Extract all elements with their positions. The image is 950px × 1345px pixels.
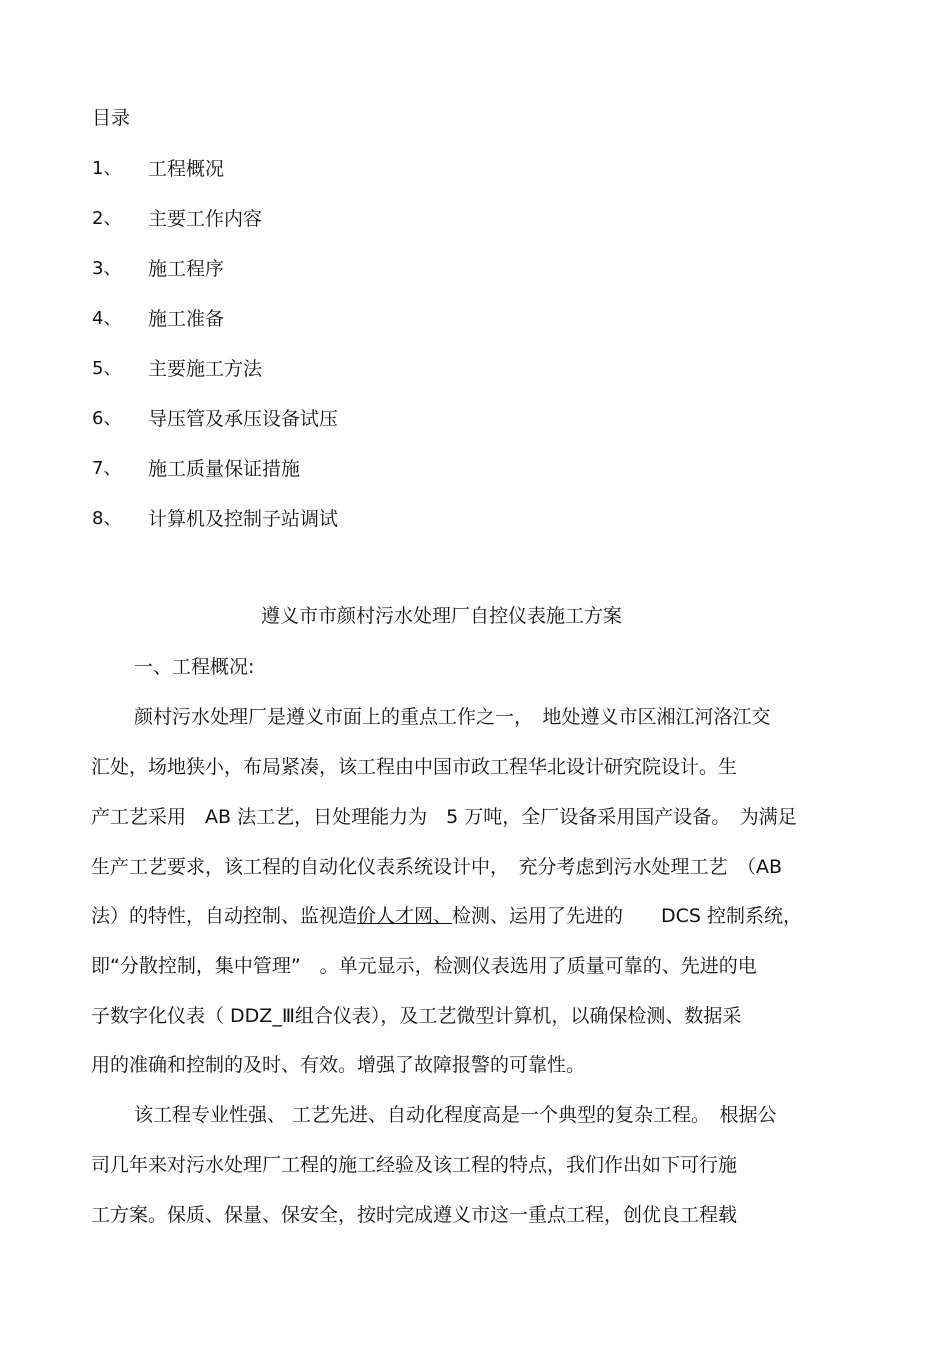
paragraph-line — [91, 904, 802, 928]
paragraph-line: 生产工艺要求，该工程的自动化仪表系统设计中， 充分考虑到污水处理工艺 （AB — [91, 856, 783, 878]
paragraph-line: 用的准确和控制的及时、有效。增强了故障报警的可靠性。 — [91, 1054, 586, 1076]
toc-item-text: 施工程序 — [148, 258, 225, 280]
paragraph-line: 汇处，场地狭小，布局紧凑，该工程由中国市政工程华北设计研究院设计。生 — [91, 756, 738, 778]
paragraph-line: 颜村污水处理厂是遵义市面上的重点工作之一， 地处遵义市区湘江河洛江交 — [134, 706, 771, 728]
toc-item-number: 1、 — [92, 158, 122, 179]
toc-item-text: 主要工作内容 — [148, 208, 263, 230]
line-text: 法）的特性，自动控制、监视造 — [91, 905, 358, 927]
toc-item-text: 主要施工方法 — [148, 358, 263, 380]
paragraph-line: 工方案。保质、保量、保安全，按时完成遵义市这一重点工程，创优良工程载 — [91, 1204, 738, 1226]
toc-heading: 目录 — [92, 107, 131, 129]
toc-item-number: 7、 — [92, 458, 122, 479]
toc-item-text: 施工准备 — [148, 308, 225, 330]
toc-item-number: 5、 — [92, 358, 122, 379]
paragraph-line: 产工艺采用 AB 法工艺，日处理能力为 5 万吨，全厂设备采用国产设备。 为满足 — [91, 806, 797, 828]
toc-item-number: 3、 — [92, 258, 122, 279]
toc-item-number: 4、 — [92, 308, 122, 329]
paragraph-line: 即“分散控制，集中管理” 。单元显示，检测仪表选用了质量可靠的、先进的电 — [91, 955, 757, 977]
toc-item-text: 导压管及承压设备试压 — [148, 408, 339, 430]
document-title: 遵义市市颜村污水处理厂自控仪表施工方案 — [261, 605, 623, 627]
toc-item-text: 工程概况 — [148, 158, 225, 180]
paragraph-line: 该工程专业性强、 工艺先进、自动化程度高是一个典型的复杂工程。 根据公 — [134, 1104, 777, 1126]
section-heading: 一、工程概况: — [134, 656, 255, 678]
toc-item-number: 6、 — [92, 408, 122, 429]
toc-item-text: 计算机及控制子站调试 — [148, 508, 339, 530]
paragraph-line: 子数字化仪表（ DDZ_Ⅲ组合仪表），及工艺微型计算机，以确保检测、数据采 — [91, 1005, 742, 1027]
toc-item-text: 施工质量保证措施 — [148, 458, 301, 480]
inline-link[interactable]: 价人才网、 — [357, 905, 453, 927]
toc-item-number: 8、 — [92, 508, 122, 529]
line-text: 检测、运用了先进的 DCS 控制系统， — [452, 905, 803, 927]
paragraph-line: 司几年来对污水处理厂工程的施工经验及该工程的特点，我们作出如下可行施 — [91, 1154, 738, 1176]
toc-item-number: 2、 — [92, 208, 122, 229]
